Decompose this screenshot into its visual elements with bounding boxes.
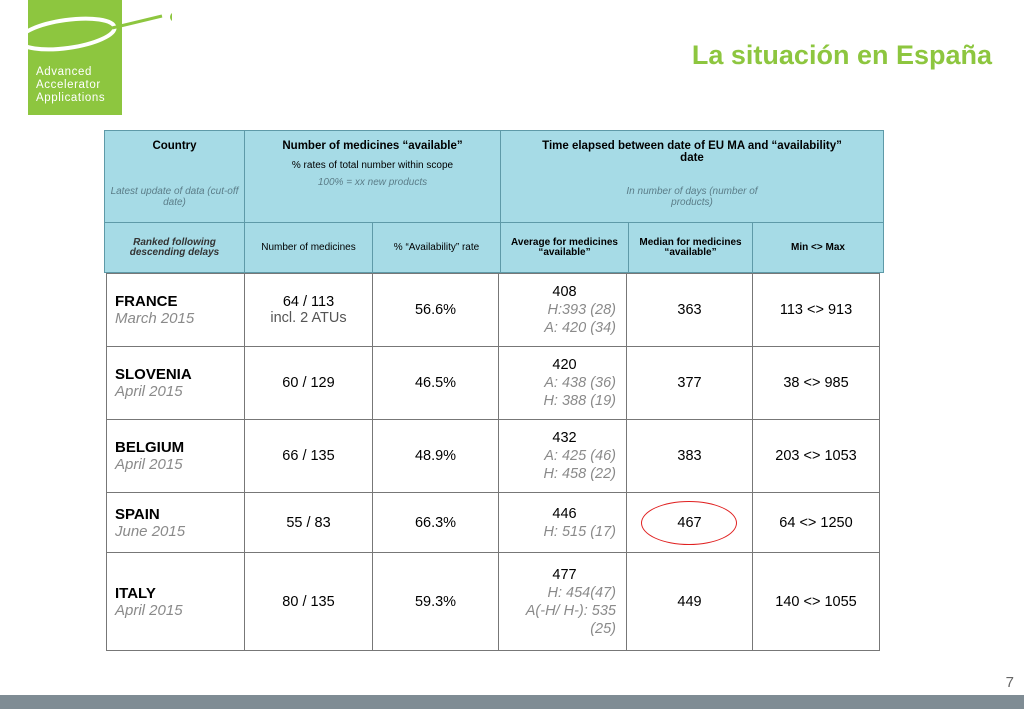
cell-rate: 66.3% [373,493,499,552]
header-minmax: Min <> Max [791,241,845,253]
avg-sub-1: A: 438 (36) [544,375,616,391]
header-number-cell [245,131,501,222]
cell-avg [499,347,627,419]
cell-country [107,274,245,346]
country-name: BELGIUM [115,439,185,456]
country-name: FRANCE [115,293,178,310]
avg-sub-2: H: 458 (22) [543,466,616,482]
cell-minmax: 203 <> 1053 [775,448,857,464]
header-country-cell [105,131,245,222]
header-num: Number of medicines [245,223,373,272]
country-name: SLOVENIA [115,366,192,383]
avg-value: 432 [552,430,577,446]
country-date: April 2015 [115,383,183,400]
cell-rate: 59.3% [373,553,499,650]
cell-num [245,493,373,552]
footer-bar [0,695,1024,709]
country-date: June 2015 [115,522,186,540]
table-row [107,273,879,346]
avg-sub-1: H: 515 (17) [543,523,616,540]
cell-rate: 56.6% [373,274,499,346]
header-number-note: 100% = xx new products [317,177,428,188]
country-name: ITALY [115,584,156,602]
avg-value: 477 [552,566,577,583]
table-row [107,419,879,492]
cell-minmax: 64 <> 1250 [779,514,853,531]
country-date: April 2015 [115,456,183,473]
page-number: 7 [1005,674,1014,691]
table-row [107,492,879,552]
cell-median [627,493,753,552]
cell-country [107,347,245,419]
avg-value: 408 [552,284,577,300]
cell-num [245,553,373,650]
avg-sub-1: A: 425 (46) [544,448,616,464]
avg-sub-2: H: 388 (19) [543,393,616,409]
header-rate: % “Availability” rate [373,223,501,272]
header-country-note: Latest update of data (cut-off date) [110,186,239,208]
num-sub: incl. 2 ATUs [270,310,347,326]
avg-value: 420 [552,357,577,373]
num-value: 64 / 113 [282,294,335,310]
cell-median: 363 [627,274,753,346]
cell-avg [499,274,627,346]
median-value: 467 [677,514,702,531]
header-number-sub: % rates of total number within scope [291,160,454,171]
logo-swoosh-icon [12,6,172,66]
cell-median: 449 [627,553,753,650]
company-logo [28,0,122,115]
table-header-bottom [104,223,884,273]
cell-num [245,420,373,492]
avg-sub-2: A: 420 (34) [544,320,616,336]
header-time-cell [501,131,883,222]
logo-line-1: Advanced [36,66,92,78]
country-name: SPAIN [115,505,160,523]
slide-title: La situación en España [691,40,992,70]
cell-country [107,553,245,650]
cell-avg [499,553,627,650]
country-date: March 2015 [115,310,195,327]
cell-rate: 46.5% [373,347,499,419]
num-value: 80 / 135 [282,593,335,610]
cell-num [245,274,373,346]
cell-country [107,420,245,492]
header-country: Country [152,140,197,152]
header-time: Time elapsed between date of EU MA and “availability” date [542,140,842,164]
cell-rate: 48.9% [373,420,499,492]
logo-line-3: Applications [36,92,106,104]
table-row [107,346,879,419]
cell-minmax: 38 <> 985 [783,375,849,391]
avg-sub-2: A(-H/ H-): 535 (25) [525,602,616,637]
header-median: Median for medicines “available” [629,223,753,272]
cell-avg [499,493,627,552]
header-avg: Average for medicines “available” [501,223,629,272]
avg-sub-1: H: 454(47) [547,584,616,601]
num-value: 55 / 83 [286,514,331,531]
logo-line-2: Accelerator [36,79,101,91]
header-rank: Ranked following descending delays [105,223,245,272]
table-body [106,273,880,651]
highlight-circle [641,501,737,545]
cell-avg [499,420,627,492]
cell-median: 383 [627,420,753,492]
header-time-note: In number of days (number of products) [626,186,758,208]
table-row [107,552,879,650]
avg-value: 446 [552,505,577,522]
cell-median: 377 [627,347,753,419]
cell-minmax: 113 <> 913 [779,302,853,318]
num-value: 66 / 135 [282,448,335,464]
cell-num [245,347,373,419]
cell-country [107,493,245,552]
data-table [104,130,884,651]
logo-text [36,66,105,105]
header-number: Number of medicines “available” [282,140,463,152]
num-value: 60 / 129 [282,375,335,391]
avg-sub-1: H:393 (28) [547,302,616,318]
country-date: April 2015 [115,601,183,619]
table-header-top [104,130,884,223]
cell-minmax: 140 <> 1055 [775,593,857,610]
